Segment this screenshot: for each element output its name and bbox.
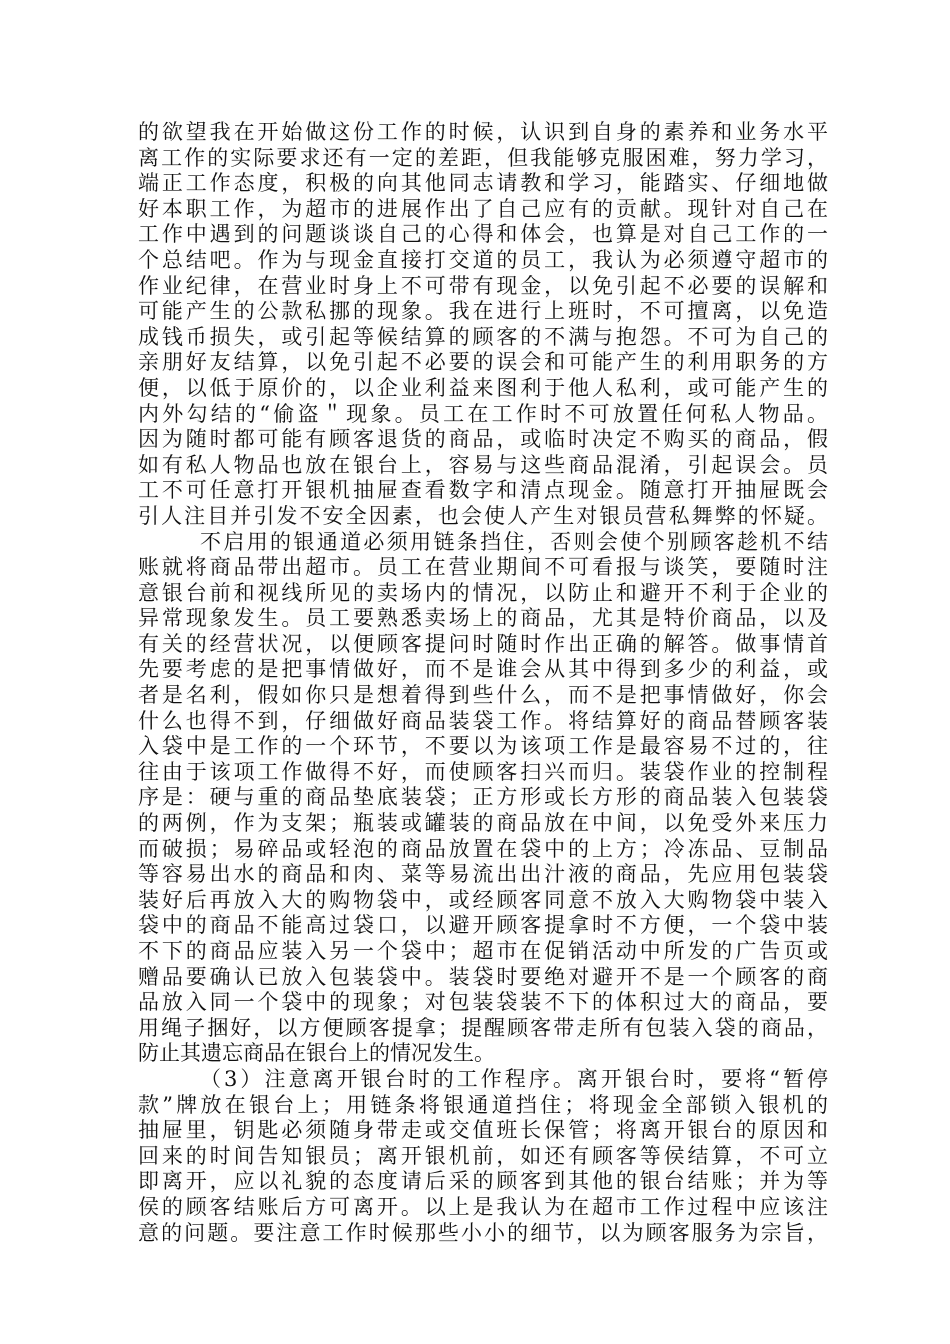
text-line: 工不可任意打开银机抽屉查看数字和清点现金。随意打开抽屉既会: [138, 478, 828, 503]
text-line: 成钱币损失，或引起等候结算的顾客的不满与抱怨。不可为自己的: [138, 324, 828, 349]
text-line: 意的问题。要注意工作时候那些小小的细节，以为顾客服务为宗旨，: [138, 1220, 828, 1245]
text-line: 什么也得不到，仔细做好商品装袋工作。将结算好的商品替顾客装: [138, 708, 828, 733]
paragraph-1: [138, 120, 828, 530]
text-line: 的两例，作为支架；瓶装或罐装的商品放在中间，以免受外来压力: [138, 811, 828, 836]
text-line: 装好后再放入大的购物袋中，或经顾客同意不放入大购物袋中装入: [138, 887, 828, 912]
text-line: 赠品要确认已放入包装袋中。装袋时要绝对避开不是一个顾客的商: [138, 964, 828, 989]
paragraph-2: [138, 530, 828, 1067]
text-line: 离工作的实际要求还有一定的差距，但我能够克服困难，努力学习，: [138, 145, 828, 170]
text-line: 端正工作态度，积极的向其他同志请教和学习，能踏实、仔细地做: [138, 171, 828, 196]
text-line: 入袋中是工作的一个环节，不要以为该项工作是最容易不过的，往: [138, 734, 828, 759]
text-line: 即离开，应以礼貌的态度请后采的顾客到其他的银台结账；并为等: [138, 1169, 828, 1194]
text-line: 内外勾结的“偷盗＂现象。员工在工作时不可放置任何私人物品。: [138, 401, 828, 426]
body-text: [138, 120, 828, 1246]
text-line: 引人注目并引发不安全因素，也会使人产生对银员营私舞弊的怀疑。: [138, 503, 828, 528]
text-line: 不启用的银通道必须用链条挡住，否则会使个别顾客趁机不结: [200, 529, 828, 554]
text-line: 防止其遗忘商品在银台上的情况发生。: [138, 1041, 495, 1066]
text-line: 因为随时都可能有顾客退货的商品，或临时决定不购买的商品，假: [138, 427, 828, 452]
text-line: 异常现象发生。员工要熟悉卖场上的商品，尤其是特价商品，以及: [138, 606, 828, 631]
text-line: 有关的经营状况，以便顾客提问时随时作出正确的解答。做事情首: [138, 631, 828, 656]
text-line: 意银台前和视线所见的卖场内的情况，以防止和避开不利于企业的: [138, 580, 828, 605]
text-line: 侯的顾客结账后方可离开。以上是我认为在超市工作过程中应该注: [138, 1194, 828, 1219]
text-line: 便，以低于原价的，以企业利益来图利于他人私利，或可能产生的: [138, 375, 828, 400]
text-line: 如有私人物品也放在银台上，容易与这些商品混淆，引起误会。员: [138, 452, 828, 477]
text-line: 用绳子捆好，以方便顾客提拿；提醒顾客带走所有包装入袋的商品，: [138, 1015, 828, 1040]
text-line: 个总结吧。作为与现金直接打交道的员工，我认为必须遵守超市的: [138, 247, 828, 272]
text-line: 序是：硬与重的商品垫底装袋；正方形或长方形的商品装入包装袋: [138, 785, 828, 810]
text-line: 账就将商品带出超市。员工在营业期间不可看报与谈笑，要随时注: [138, 555, 828, 580]
text-line: 款”牌放在银台上；用链条将银通道挡住；将现金全部锁入银机的: [138, 1092, 828, 1117]
text-line: 先要考虑的是把事情做好，而不是谁会从其中得到多少的利益，或: [138, 657, 828, 682]
text-line: 好本职工作，为超市的进展作出了自己应有的贡献。现针对自己在: [138, 196, 828, 221]
text-line: 不下的商品应装入另一个袋中；超市在促销活动中所发的广告页或: [138, 939, 828, 963]
text-line: 的欲望我在开始做这份工作的时候，认识到自身的素养和业务水平: [138, 120, 828, 144]
text-line: 作业纪律，在营业时身上不可带有现金，以免引起不必要的误解和: [138, 273, 828, 298]
text-line: 亲朋好友结算，以免引起不必要的误会和可能产生的利用职务的方: [138, 350, 828, 375]
text-line: 品放入同一个袋中的现象；对包装袋装不下的体积过大的商品，要: [138, 990, 828, 1015]
text-line: 等容易出水的商品和肉、菜等易流出出汁液的商品，先应用包装袋: [138, 862, 828, 887]
text-line: 抽屉里，钥匙必须随身带走或交值班长保管；将离开银台的原因和: [138, 1118, 828, 1143]
text-line: 往由于该项工作做得不好，而使顾客扫兴而归。装袋作业的控制程: [138, 759, 828, 784]
text-line: 工作中遇到的问题谈谈自己的心得和体会，也算是对自己工作的一: [138, 222, 828, 247]
text-line: 而破损；易碎品或轻泡的商品放置在袋中的上方；冷冻品、豆制品: [138, 836, 828, 861]
text-line: 回来的时间告知银员；离开银机前，如还有顾客等侯结算，不可立: [138, 1143, 828, 1168]
text-line: 袋中的商品不能高过袋口，以避开顾客提拿时不方便，一个袋中装: [138, 913, 828, 938]
text-line: 者是名利，假如你只是想着得到些什么，而不是把事情做好，你会: [138, 683, 828, 708]
text-line: 可能产生的公款私挪的现象。我在进行上班时，不可擅离，以免造: [138, 299, 828, 324]
text-line: （3）注意离开银台时的工作程序。离开银台时，要将“暂停: [200, 1066, 828, 1091]
paragraph-3: [138, 1067, 828, 1246]
